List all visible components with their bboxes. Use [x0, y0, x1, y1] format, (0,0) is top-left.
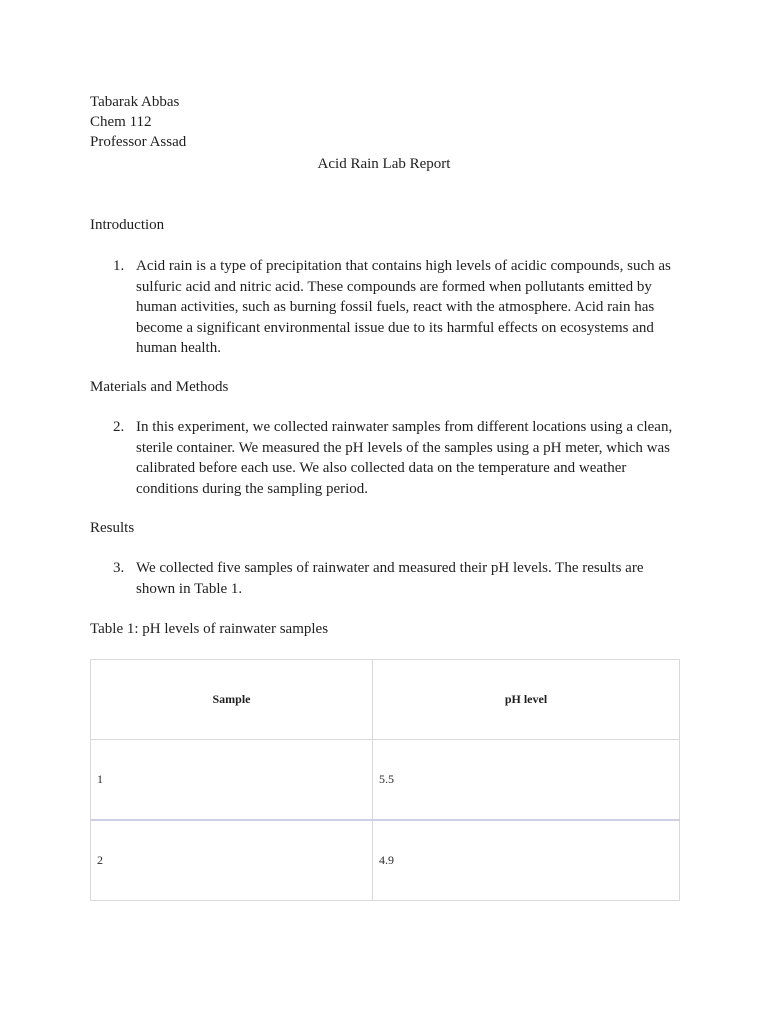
list-item-text: Acid rain is a type of precipitation that contains high levels of acidic compounds, such as sulfuric acid and nitric acid. These compounds are formed when pollutants emitted by human activities, such as burning fossil fuels, react with the atmosphere. Acid rain has become a significant environmental issue due to its harmful effects on ecosystems and human health. — [136, 258, 671, 356]
ph-results-table — [90, 659, 680, 901]
course-name: Chem 112 — [90, 114, 152, 130]
list-item-text: We collected five samples of rainwater and measured their pH levels. The results are shown in Table 1. — [136, 560, 644, 597]
list-item-number: 1. — [113, 258, 125, 274]
list-item-number: 3. — [113, 560, 125, 576]
column-header-sample: Sample — [91, 660, 373, 740]
table-caption: Table 1: pH levels of rainwater samples — [90, 621, 329, 637]
table-row — [91, 740, 680, 821]
table-cell-sample: 1 — [91, 740, 373, 821]
section-heading-introduction: Introduction — [90, 217, 165, 233]
list-item-text: In this experiment, we collected rainwater samples from different locations using a clean, sterile container. We measured the pH levels of the samples using a pH meter, which was calibrated before each use. We also collected data on the temperature and weather conditions during the sampling period. — [136, 419, 673, 497]
list-item-number: 2. — [113, 419, 125, 435]
table-cell-ph-level: 5.5 — [373, 740, 680, 821]
section-heading-materials-methods: Materials and Methods — [90, 379, 229, 395]
column-header-ph-level: pH level — [373, 660, 680, 740]
table-row — [91, 820, 680, 901]
table-cell-sample: 2 — [91, 820, 373, 901]
table-header-row — [91, 660, 680, 740]
table-cell-ph-level: 4.9 — [373, 820, 680, 901]
list-item-introduction — [90, 256, 690, 359]
professor-name: Professor Assad — [90, 134, 187, 150]
author-name: Tabarak Abbas — [90, 94, 180, 110]
document-title: Acid Rain Lab Report — [317, 156, 451, 172]
list-item-materials-methods — [90, 417, 690, 499]
list-item-results — [90, 558, 690, 599]
section-heading-results: Results — [90, 520, 135, 536]
